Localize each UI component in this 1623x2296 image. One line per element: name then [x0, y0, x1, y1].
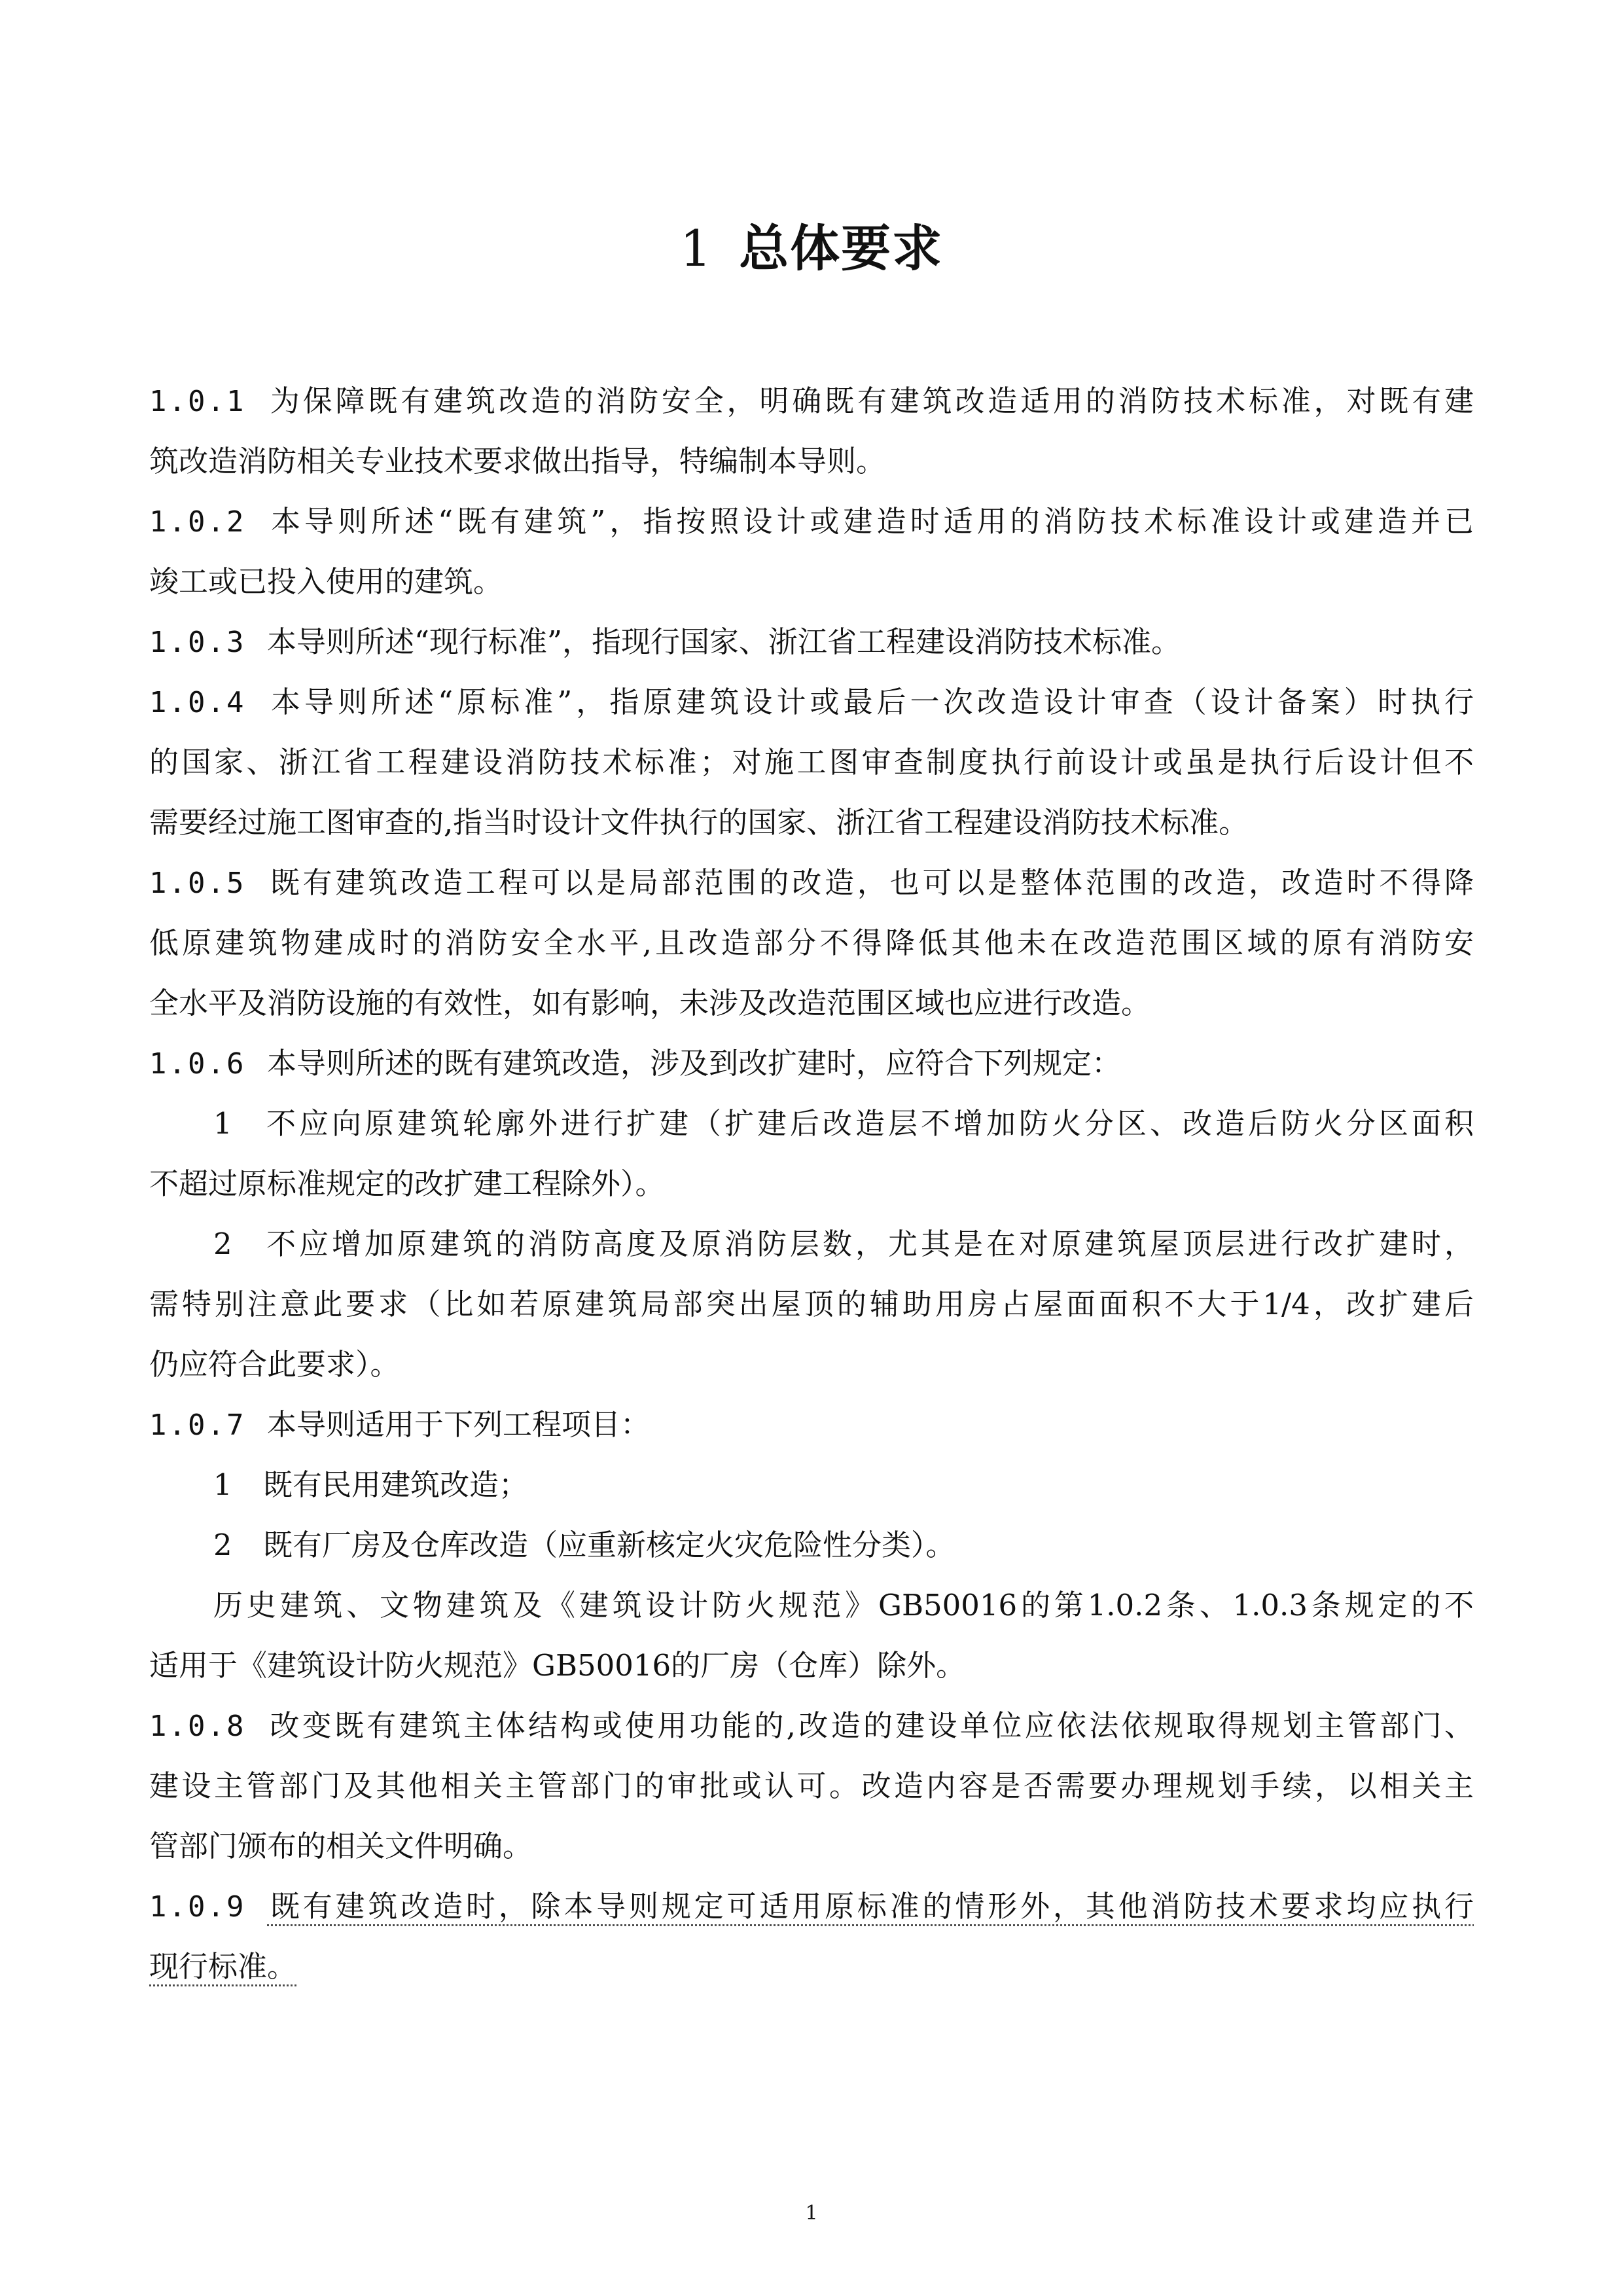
item-text: 不超过原标准规定的改扩建工程除外）。	[149, 1166, 665, 1201]
clause-number: 1.0.1	[149, 385, 246, 418]
clause-text: 本导则适用于下列工程项目：	[267, 1407, 651, 1442]
clause-1-0-2-line-1	[149, 504, 1474, 539]
clause-1-0-7-note-line-1	[149, 1590, 1474, 1621]
clause-number: 1.0.7	[149, 1408, 246, 1442]
clause-text: 全水平及消防设施的有效性，如有影响，未涉及改造范围区域也应进行改造。	[149, 986, 1151, 1020]
clause-1-0-6-item-1-line-2	[149, 1166, 1474, 1201]
note-text: 适用于《建筑设计防火规范》GB50016的厂房（仓库）除外。	[149, 1648, 966, 1683]
clause-1-0-7-note-line-2	[149, 1648, 1474, 1683]
item-text: 不应增加原建筑的消防高度及原消防层数，尤其是在对原建筑屋顶层进行改扩建时，	[263, 1227, 1474, 1261]
clause-1-0-4-line-3	[149, 805, 1474, 840]
clause-text: 本导则所述“既有建筑”，指按照设计或建造时适用的消防技术标准设计或建造并已	[267, 504, 1474, 539]
clause-1-0-9-line-2	[149, 1949, 1474, 1984]
item-number: 1	[213, 1467, 232, 1502]
clause-1-0-5-line-1	[149, 865, 1474, 900]
clause-text: 竣工或已投入使用的建筑。	[149, 564, 503, 599]
clause-1-0-7-line-1	[149, 1407, 1474, 1442]
item-text: 既有厂房及仓库改造（应重新核定火灾危险性分类）。	[263, 1528, 955, 1562]
clause-1-0-7-item-2	[149, 1530, 1474, 1560]
clause-text: 管部门颁布的相关文件明确。	[149, 1829, 533, 1863]
clause-text: 现行标准。	[149, 1949, 297, 1984]
clause-1-0-5-line-2	[149, 925, 1474, 960]
clause-number: 1.0.2	[149, 505, 246, 539]
clause-1-0-1-line-2	[149, 446, 1474, 476]
clause-number: 1.0.4	[149, 686, 246, 719]
clause-text: 建设主管部门及其他相关主管部门的审批或认可。改造内容是否需要办理规划手续，以相关主	[149, 1768, 1474, 1803]
clause-1-0-6-line-1	[149, 1046, 1474, 1081]
item-number: 2	[213, 1528, 232, 1562]
clause-number: 1.0.6	[149, 1047, 246, 1081]
clause-text: 本导则所述“原标准”，指原建筑设计或最后一次改造设计审查（设计备案）时执行	[267, 685, 1474, 719]
clause-1-0-9-line-1	[149, 1889, 1474, 1924]
clause-number: 1.0.9	[149, 1890, 246, 1924]
clause-1-0-5-line-3	[149, 988, 1474, 1018]
clause-number: 1.0.3	[149, 626, 246, 659]
item-text: 需特别注意此要求（比如若原建筑局部突出屋顶的辅助用房占屋面面积不大于1/4，改扩建后	[149, 1287, 1474, 1321]
clause-text: 筑改造消防相关专业技术要求做出指导，特编制本导则。	[149, 444, 886, 478]
clause-text: 本导则所述“现行标准”，指现行国家、浙江省工程建设消防技术标准。	[267, 624, 1181, 659]
item-text: 仍应符合此要求）。	[149, 1347, 400, 1382]
clause-text: 的国家、浙江省工程建设消防技术标准；对施工图审查制度执行前设计或虽是执行后设计但不	[149, 745, 1474, 780]
chapter-title	[0, 216, 1623, 281]
item-text: 不应向原建筑轮廓外进行扩建（扩建后改造层不增加防火分区、改造后防火分区面积	[263, 1106, 1474, 1141]
clause-text: 既有建筑改造时，除本导则规定可适用原标准的情形外，其他消防技术要求均应执行	[267, 1889, 1474, 1924]
clause-number: 1.0.8	[149, 1710, 246, 1743]
chapter-number: 1	[679, 219, 713, 278]
clause-text: 需要经过施工图审查的,指当时设计文件执行的国家、浙江省工程建设消防技术标准。	[149, 805, 1249, 840]
clause-text: 为保障既有建筑改造的消防安全，明确既有建筑改造适用的消防技术标准，对既有建	[267, 384, 1474, 418]
clause-1-0-6-item-1-line-1	[149, 1106, 1474, 1141]
clause-text: 低原建筑物建成时的消防安全水平,且改造部分不得降低其他未在改造范围区域的原有消防安	[149, 925, 1474, 960]
clause-1-0-4-line-2	[149, 747, 1474, 778]
clause-number: 1.0.5	[149, 867, 246, 900]
clause-1-0-8-line-2	[149, 1768, 1474, 1803]
clause-1-0-4-line-1	[149, 687, 1474, 717]
chapter-title-text: 总体要求	[739, 219, 944, 278]
clause-1-0-2-line-2	[149, 564, 1474, 599]
clause-1-0-8-line-3	[149, 1831, 1474, 1861]
document-body	[149, 386, 1474, 2012]
page-number: 1	[805, 2202, 818, 2225]
clause-1-0-1-line-1	[149, 386, 1474, 416]
item-number: 1	[213, 1106, 232, 1141]
clause-text: 改变既有建筑主体结构或使用功能的,改造的建设单位应依法依规取得规划主管部门、	[267, 1708, 1474, 1743]
note-text: 历史建筑、文物建筑及《建筑设计防火规范》GB50016的第1.0.2条、1.0.3条规定的不	[213, 1588, 1474, 1623]
clause-1-0-8-line-1	[149, 1708, 1474, 1743]
item-number: 2	[213, 1227, 232, 1261]
clause-1-0-6-item-2-line-2	[149, 1289, 1474, 1319]
clause-1-0-6-item-2-line-1	[149, 1229, 1474, 1259]
clause-1-0-7-item-1	[149, 1467, 1474, 1502]
item-text: 既有民用建筑改造；	[263, 1467, 529, 1502]
clause-1-0-3-line-1	[149, 624, 1474, 659]
clause-1-0-6-item-2-line-3	[149, 1347, 1474, 1382]
clause-text: 既有建筑改造工程可以是局部范围的改造，也可以是整体范围的改造，改造时不得降	[267, 865, 1474, 900]
clause-text: 本导则所述的既有建筑改造，涉及到改扩建时，应符合下列规定：	[267, 1046, 1122, 1081]
